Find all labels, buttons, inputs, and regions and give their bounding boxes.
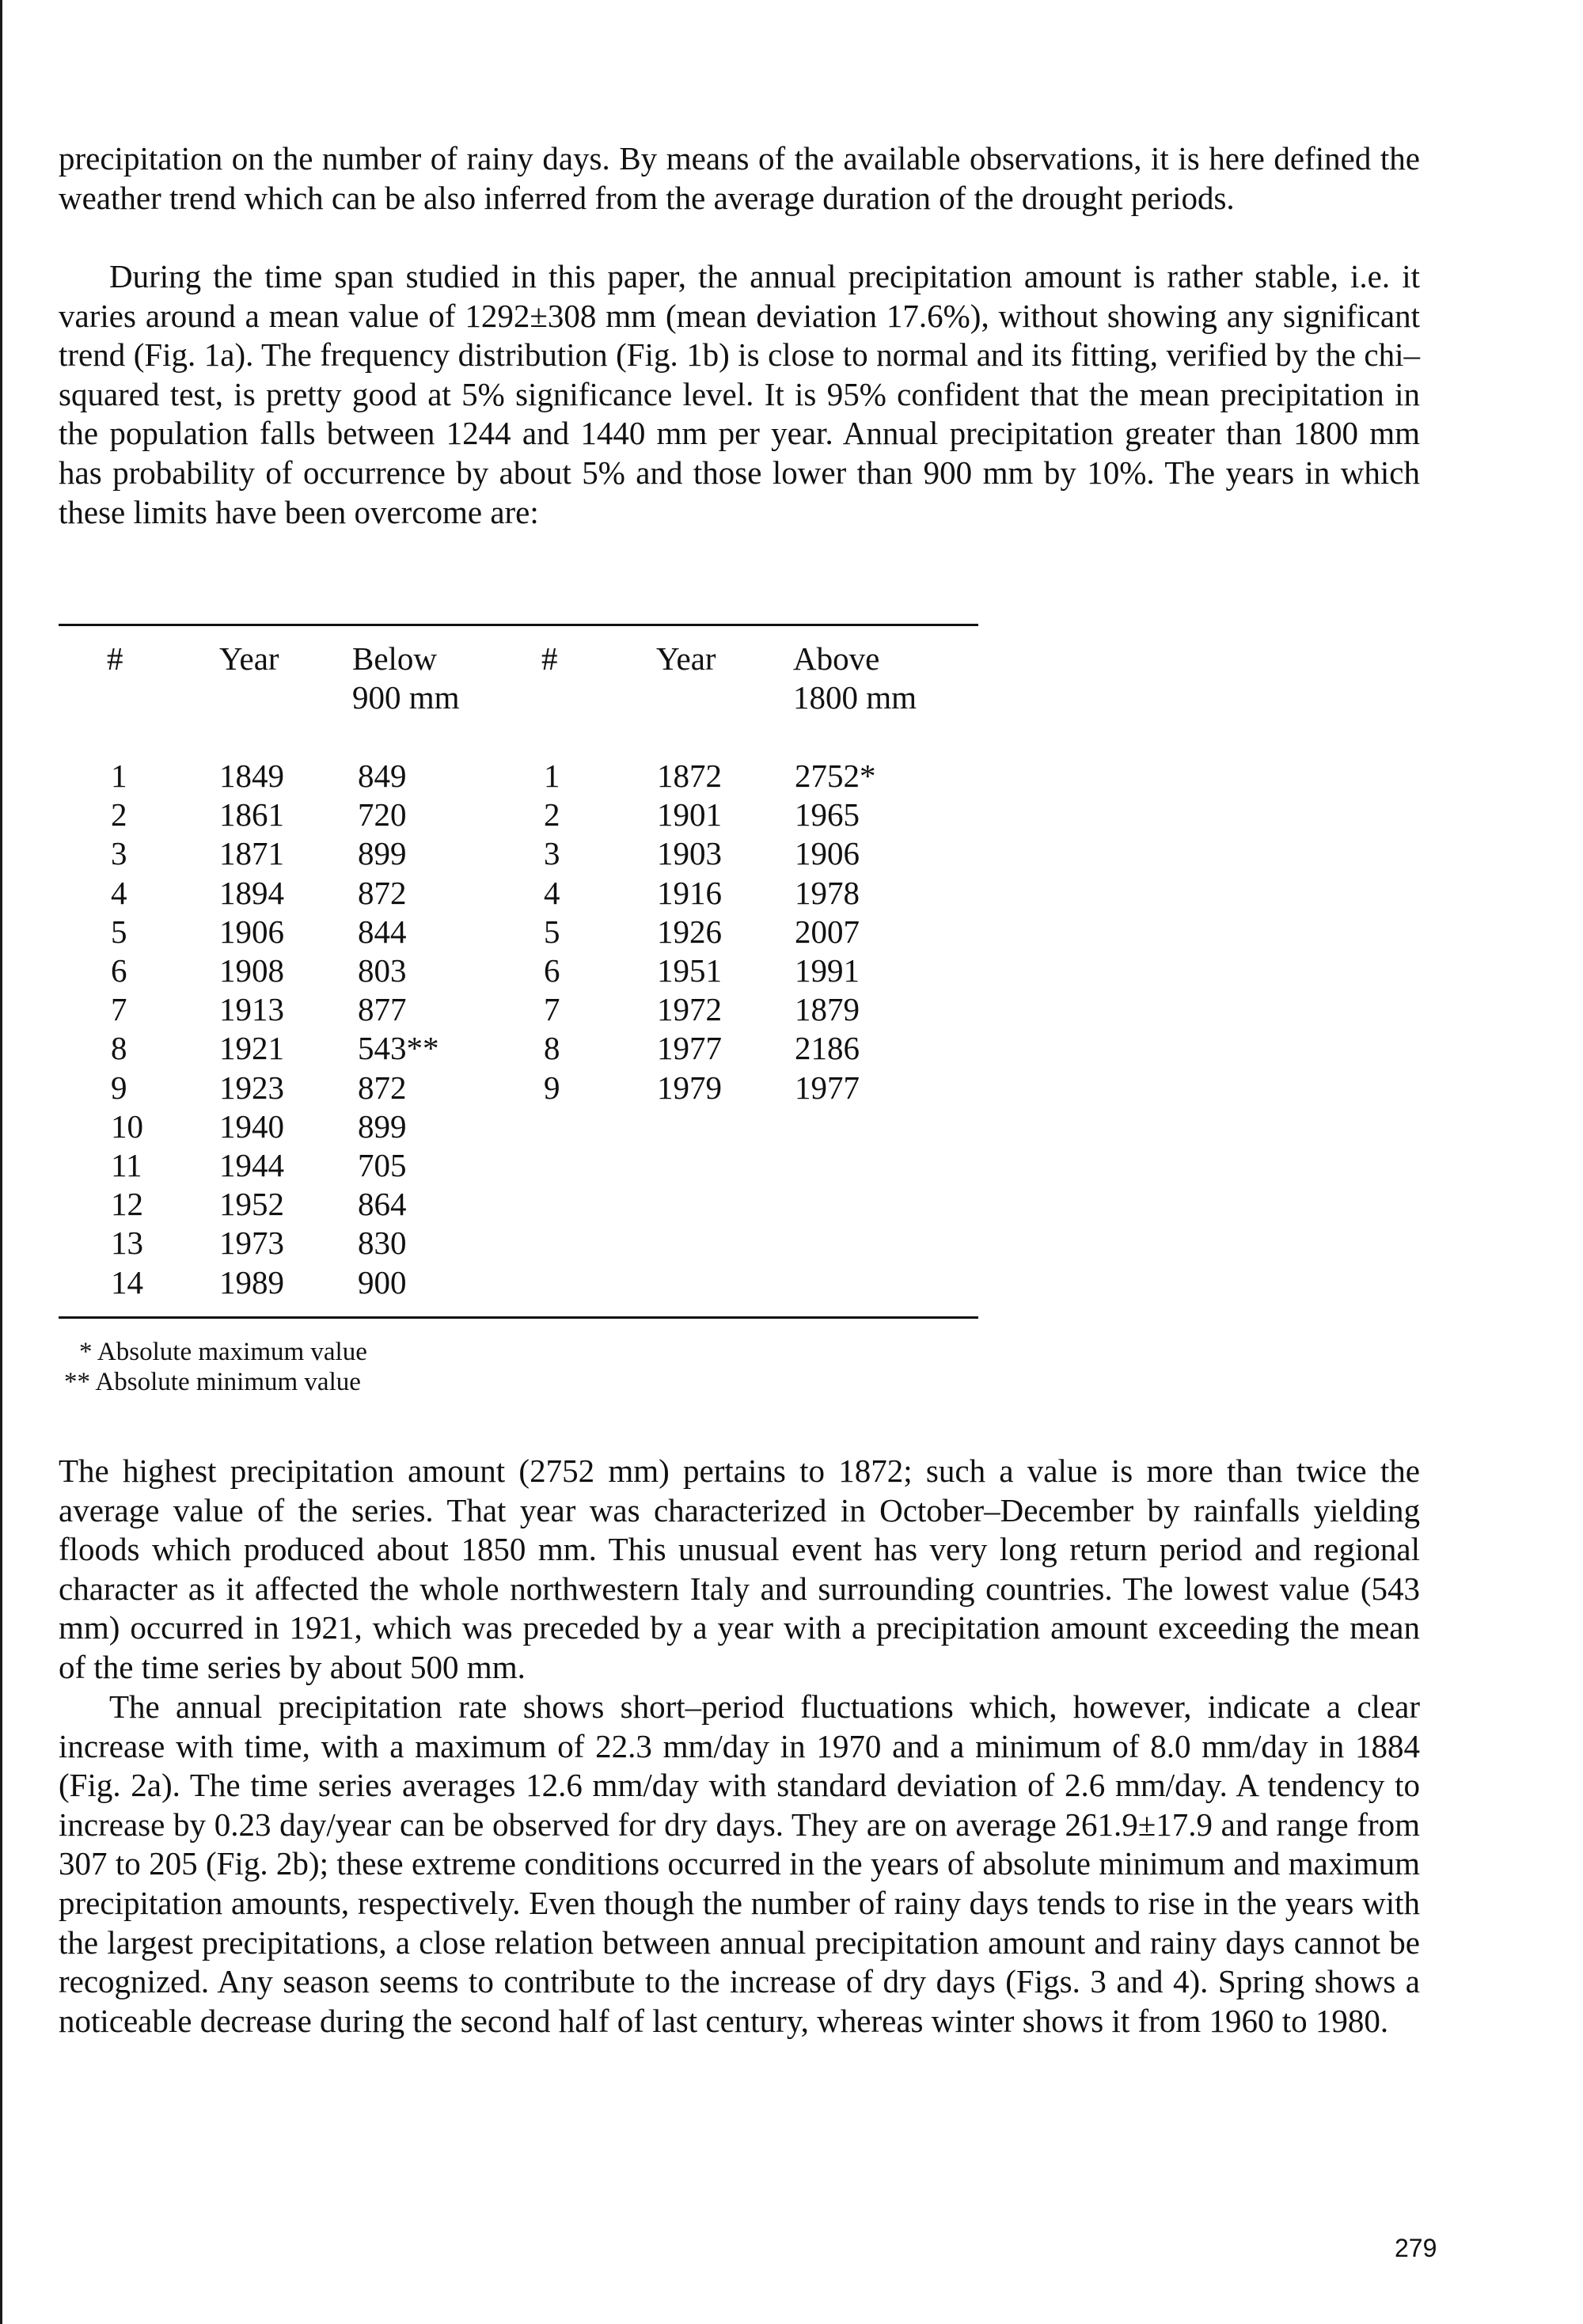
below-row-year: 1906	[219, 913, 284, 950]
paragraph-intro: precipitation on the number of rainy days. By means of the available observations, it is here defined the weather trend which can be also inferred from the average duration of the drought periods.	[59, 140, 1420, 216]
page-left-border	[0, 0, 2, 2324]
below-row-number: 10	[111, 1107, 143, 1145]
above-row-year: 1916	[657, 874, 722, 911]
above-row-value: 2752*	[795, 758, 876, 794]
above-row-number: 4	[544, 874, 560, 911]
above-row-year: 1977	[657, 1030, 722, 1067]
above-row-value: 2186	[795, 1030, 860, 1067]
above-row-value: 1977	[795, 1069, 860, 1106]
table-row-below-900	[59, 1224, 978, 1263]
above-row-number: 1	[544, 758, 560, 794]
table-row-below-900	[59, 1263, 978, 1302]
below-row-year: 1940	[219, 1107, 284, 1145]
below-row-number: 4	[111, 874, 127, 911]
below-row-value: 849	[358, 758, 407, 794]
above-row-number: 8	[544, 1030, 560, 1067]
table-row-above-1800	[59, 874, 978, 913]
below-row-value: 705	[358, 1147, 407, 1183]
above-row-year: 1926	[657, 913, 722, 950]
below-row-number: 9	[111, 1069, 127, 1106]
below-row-year: 1849	[219, 758, 284, 794]
header-year-right: Year	[656, 640, 716, 677]
below-row-year: 1989	[219, 1263, 284, 1301]
below-row-number: 6	[111, 952, 127, 989]
header-number-left: #	[107, 640, 123, 677]
below-row-number: 5	[111, 913, 127, 950]
below-row-value: 844	[358, 913, 407, 950]
paragraph-precipitation-amount: During the time span studied in this paper, the annual precipitation amount is rather stable, i.e. it varies around a mean value of 1292±308 mm (mean deviation 17.6%), without showing any significant trend (Fig. 1a). The frequency distribution (Fig. 1b) is close to normal and its fitting, verified by the chi–squared test, is pretty good at 5% significance level. It is 95% confident that the mean precipitation in the population falls between 1244 and 1440 mm per year. Annual precipitation greater than 1800 mm has probability of occurrence by about 5% and those lower than 900 mm by 10%. The years in which these limits have been overcome are:	[59, 258, 1420, 530]
below-row-value: 877	[358, 991, 407, 1028]
table-row-above-1800	[59, 1029, 978, 1068]
below-row-year: 1913	[219, 991, 284, 1028]
below-row-number: 3	[111, 835, 127, 872]
below-row-number: 14	[111, 1263, 143, 1301]
header-above-line1: Above	[793, 640, 880, 677]
header-below-line2: 900 mm	[352, 679, 460, 716]
below-row-value: 899	[358, 835, 407, 872]
table-row-above-1800	[59, 796, 978, 834]
below-row-number: 12	[111, 1186, 143, 1223]
above-row-year: 1951	[657, 952, 722, 989]
above-row-year: 1979	[657, 1069, 722, 1106]
below-row-value: 900	[358, 1263, 407, 1301]
table-row-below-900	[59, 1107, 978, 1146]
table-row-above-1800	[59, 951, 978, 990]
below-row-year: 1921	[219, 1030, 284, 1067]
above-row-number: 6	[544, 952, 560, 989]
table-top-rule	[59, 624, 978, 626]
below-row-number: 13	[111, 1225, 143, 1262]
above-row-number: 5	[544, 913, 560, 950]
above-row-year: 1972	[657, 991, 722, 1028]
table-bottom-rule	[59, 1316, 978, 1319]
below-row-number: 8	[111, 1030, 127, 1067]
below-row-value: 864	[358, 1186, 407, 1223]
below-row-value: 830	[358, 1225, 407, 1262]
above-row-value: 2007	[795, 913, 860, 950]
above-row-year: 1901	[657, 796, 722, 834]
above-row-value: 1991	[795, 952, 860, 989]
below-row-value: 720	[358, 796, 407, 834]
below-row-year: 1973	[219, 1225, 284, 1262]
table-row-above-1800	[59, 757, 978, 796]
table-row-above-1800	[59, 913, 978, 951]
below-row-number: 1	[111, 758, 127, 794]
footnote-minimum: ** Absolute minimum value	[64, 1368, 361, 1396]
below-row-number: 11	[111, 1147, 142, 1183]
above-row-number: 3	[544, 835, 560, 872]
table-row-above-1800	[59, 1069, 978, 1107]
above-row-year: 1903	[657, 835, 722, 872]
below-row-year: 1871	[219, 835, 284, 872]
below-row-year: 1952	[219, 1186, 284, 1223]
footnote-maximum: * Absolute maximum value	[79, 1338, 367, 1366]
page-number: 279	[1395, 2234, 1437, 2262]
above-row-number: 2	[544, 796, 560, 834]
below-row-year: 1861	[219, 796, 284, 834]
above-row-value: 1879	[795, 991, 860, 1028]
above-row-number: 9	[544, 1069, 560, 1106]
header-number-right: #	[541, 640, 558, 677]
table-row-below-900	[59, 1185, 978, 1224]
below-row-value: 803	[358, 952, 407, 989]
above-row-value: 1978	[795, 874, 860, 911]
header-below-line1: Below	[352, 640, 438, 677]
table-row-above-1800	[59, 834, 978, 873]
below-row-value: 899	[358, 1107, 407, 1145]
below-row-value: 872	[358, 874, 407, 911]
table-row-below-900	[59, 1146, 978, 1185]
above-row-number: 7	[544, 991, 560, 1028]
below-row-value: 543**	[358, 1030, 439, 1067]
table-row-above-1800	[59, 990, 978, 1029]
below-row-value: 872	[358, 1069, 407, 1106]
below-row-year: 1944	[219, 1147, 284, 1183]
header-above-line2: 1800 mm	[793, 679, 917, 716]
header-year-left: Year	[219, 640, 279, 677]
paragraph-highest-precipitation: The highest precipitation amount (2752 mm) pertains to 1872; such a value is more than twice the average value of the series. That year was characterized in October–December by rainfalls yielding floods which produced about 1850 mm. This unusual event has very long return period and regional character as it affected the whole northwestern Italy and surrounding countries. The lowest value (543 mm) occurred in 1921, which was preceded by a year with a precipitation amount exceeding the mean of the time series by about 500 mm.	[59, 1452, 1420, 1685]
below-row-number: 7	[111, 991, 127, 1028]
below-row-year: 1908	[219, 952, 284, 989]
above-row-year: 1872	[657, 758, 722, 794]
below-row-year: 1894	[219, 874, 284, 911]
above-row-value: 1906	[795, 835, 860, 872]
paragraph-precipitation-rate: The annual precipitation rate shows short–period fluctuations which, however, indicate a clear increase with time, with a maximum of 22.3 mm/day in 1970 and a minimum of 8.0 mm/day in 1884 (Fig. 2a). The time series averages 12.6 mm/day with standard deviation of 2.6 mm/day. A tendency to increase by 0.23 day/year can be observed for dry days. They are on average 261.9±17.9 and range from 307 to 205 (Fig. 2b); these extreme conditions occurred in the years of absolute minimum and maximum precipitation amounts, respectively. Even though the number of rainy days tends to rise in the years with the largest precipitations, a close relation between annual precipitation amount and rainy days cannot be recognized. Any season seems to contribute to the increase of dry days (Figs. 3 and 4). Spring shows a noticeable decrease during the second half of last century, whereas winter shows it from 1960 to 1980.	[59, 1688, 1420, 2039]
above-row-value: 1965	[795, 796, 860, 834]
below-row-year: 1923	[219, 1069, 284, 1106]
below-row-number: 2	[111, 796, 127, 834]
